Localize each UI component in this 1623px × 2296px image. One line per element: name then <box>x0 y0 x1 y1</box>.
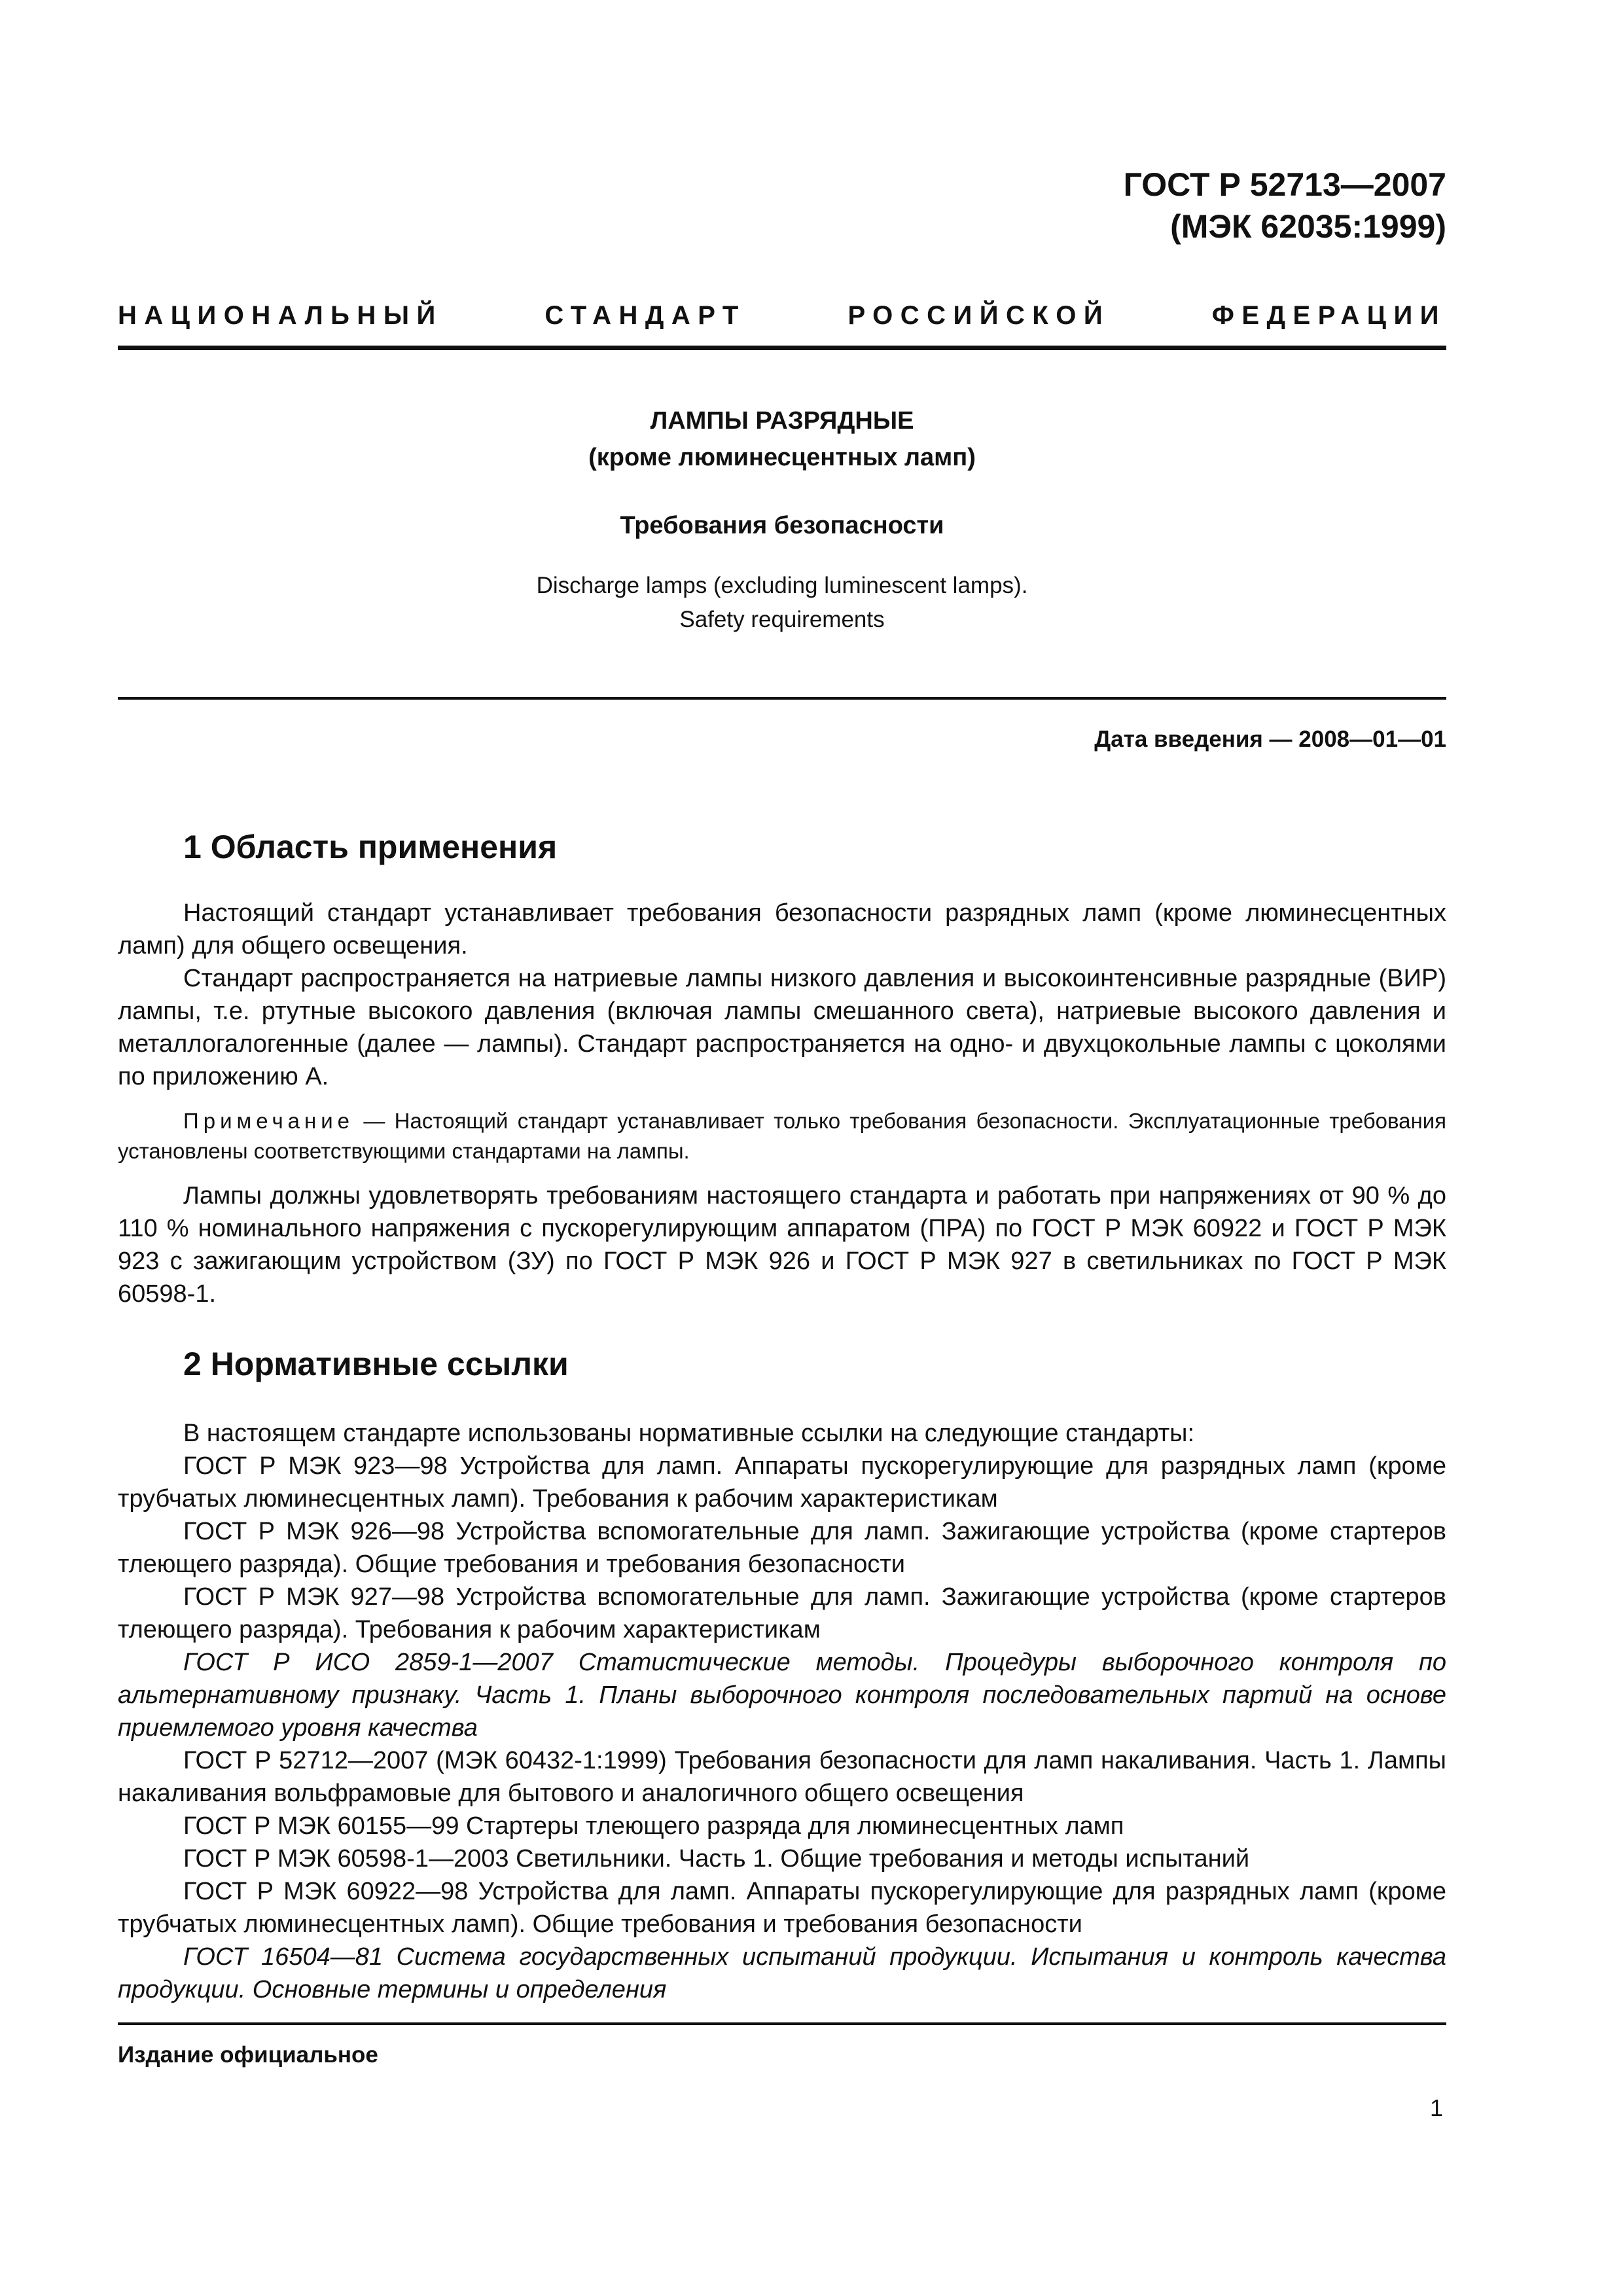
standard-code-block <box>1124 164 1446 247</box>
paragraph: Настоящий стандарт устанавливает требования безопасности разрядных ламп (кроме люминесцентных ламп) для общего освещения. <box>118 899 1446 960</box>
note <box>118 1106 1446 1166</box>
document-title-paren: (кроме люминесцентных ламп) <box>588 444 976 471</box>
title-block <box>118 403 1446 637</box>
introduction-date: Дата введения — 2008—01—01 <box>1094 726 1446 752</box>
paragraph: Лампы должны удовлетворять требованиям настоящего стандарта и работать при напряжениях от 90 % до 110 % номинального напряжения с пускорегулирующим аппаратом (ПРА) по ГОСТ Р МЭК 60922 и ГОСТ Р МЭК 923 с зажигающим устройством (ЗУ) по ГОСТ Р МЭК 926 и ГОСТ Р МЭК 927 в светильниках по ГОСТ Р МЭК 60598-1. <box>118 1182 1446 1308</box>
note-text: — Настоящий стандарт устанавливает только требования безопасности. Эксплуатационные требования установлены соответствующими стандартами на лампы. <box>118 1109 1446 1163</box>
banner-word: РОССИЙСКОЙ <box>847 301 1111 330</box>
english-title-line: Safety requirements <box>679 607 885 632</box>
edition-label: Издание официальное <box>118 2042 378 2068</box>
banner-word: НАЦИОНАЛЬНЫЙ <box>118 301 443 330</box>
note-label: Примечание <box>183 1109 355 1133</box>
reference-item: ГОСТ Р 52712—2007 (МЭК 60432-1:1999) Требования безопасности для ламп накаливания. Часть 1. Лампы накаливания вольфрамовые для бытового и аналогичного общего освещения <box>118 1747 1446 1807</box>
reference-item: ГОСТ Р МЭК 60598-1—2003 Светильники. Часть 1. Общие требования и методы испытаний <box>183 1845 1250 1873</box>
header-rule <box>118 346 1446 350</box>
reference-item: ГОСТ Р ИСО 2859-1—2007 Статистические методы. Процедуры выборочного контроля по альтернативному признаку. Часть 1. Планы выборочного контроля последовательных партий на основе приемлемого уровня качества <box>118 1649 1446 1742</box>
english-title <box>118 569 1446 637</box>
paragraph: Стандарт распространяется на натриевые лампы низкого давления и высокоинтенсивные разрядные (ВИР) лампы, т.е. ртутные высокого давления (включая лампы смешанного света), натриевые высокого давления и металлогалогенные (далее — лампы). Стандарт распространяется на одно- и двухцокольные лампы с цоколями по приложению А. <box>118 965 1446 1090</box>
document-subtitle: Требования безопасности <box>620 512 944 539</box>
document-title: ЛАМПЫ РАЗРЯДНЫЕ <box>650 407 914 435</box>
section-2-heading: 2 Нормативные ссылки <box>183 1346 569 1382</box>
standard-code: ГОСТ Р 52713—2007 <box>1123 166 1446 203</box>
title-rule <box>118 697 1446 700</box>
section-2-body <box>118 1417 1446 2006</box>
section-1-heading: 1 Область применения <box>183 829 558 865</box>
reference-item: ГОСТ Р МЭК 60922—98 Устройства для ламп. Аппараты пускорегулирующие для разрядных ламп (кроме трубчатых люминесцентных ламп). Общие требования и требования безопасности <box>118 1878 1446 1938</box>
english-title-line: Discharge lamps (excluding luminescent lamps). <box>536 573 1028 598</box>
section-1-body <box>118 897 1446 1310</box>
paragraph: В настоящем стандарте использованы нормативные ссылки на следующие стандарты: <box>183 1420 1195 1447</box>
reference-item: ГОСТ Р МЭК 923—98 Устройства для ламп. Аппараты пускорегулирующие для разрядных ламп (кроме трубчатых люминесцентных ламп). Требования к рабочим характеристикам <box>118 1452 1446 1513</box>
reference-item: ГОСТ Р МЭК 60155—99 Стартеры тлеющего разряда для люминесцентных ламп <box>183 1812 1124 1840</box>
iec-code: (МЭК 62035:1999) <box>1170 208 1446 245</box>
banner-word: ФЕДЕРАЦИИ <box>1211 301 1446 330</box>
national-standard-banner <box>118 301 1446 331</box>
footer-rule <box>118 2022 1446 2025</box>
reference-item: ГОСТ Р МЭК 927—98 Устройства вспомогательные для ламп. Зажигающие устройства (кроме стартеров тлеющего разряда). Требования к рабочим характеристикам <box>118 1583 1446 1643</box>
reference-item: ГОСТ Р МЭК 926—98 Устройства вспомогательные для ламп. Зажигающие устройства (кроме стартеров тлеющего разряда). Общие требования и требования безопасности <box>118 1518 1446 1578</box>
page-number: 1 <box>1429 2094 1443 2121</box>
reference-item: ГОСТ 16504—81 Система государственных испытаний продукции. Испытания и контроль качества продукции. Основные термины и определения <box>118 1943 1446 2003</box>
banner-word: СТАНДАРТ <box>544 301 746 330</box>
